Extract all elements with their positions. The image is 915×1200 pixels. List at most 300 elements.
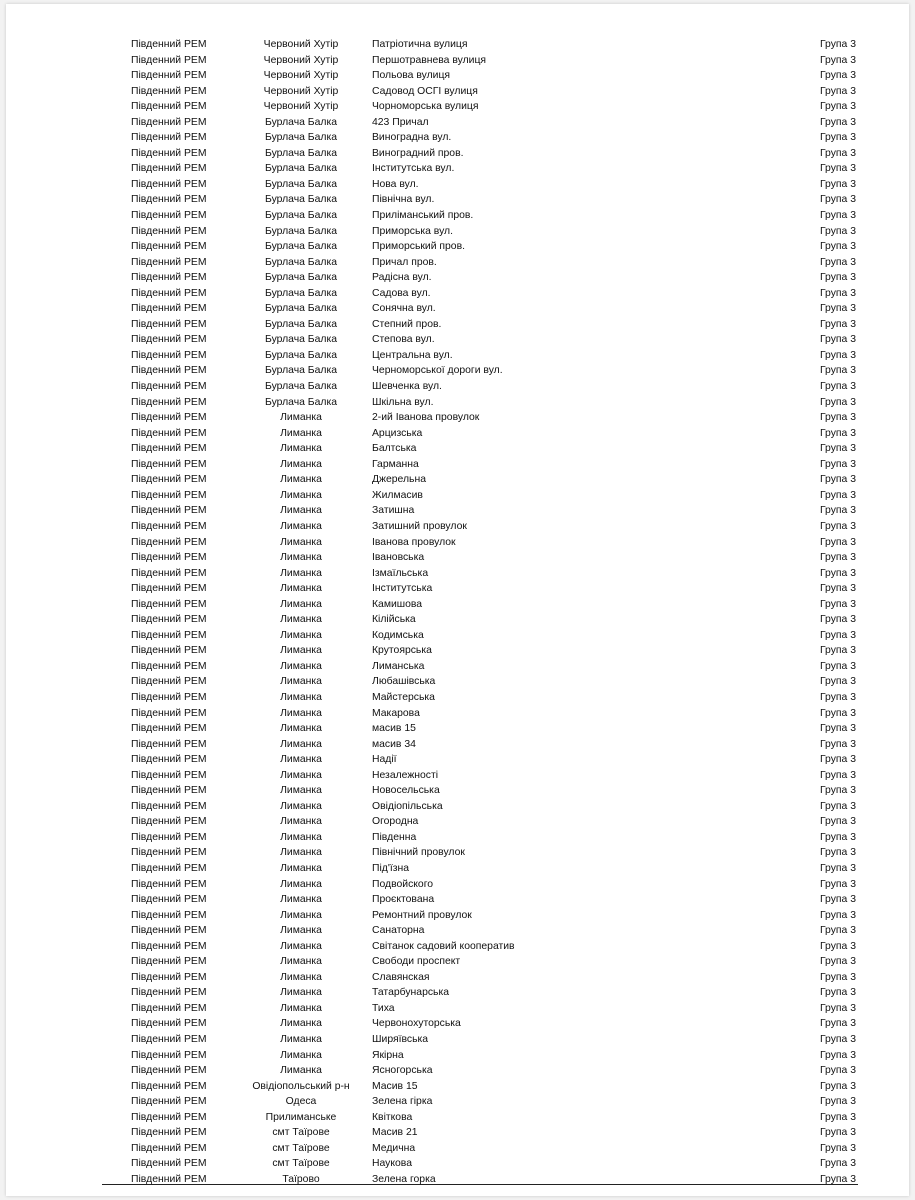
table-row (6, 224, 909, 240)
group-cell: Група 3 (820, 1002, 856, 1014)
street-cell: Балтська (372, 443, 417, 455)
rem-cell: Південний РЕМ (131, 427, 207, 439)
locality-cell: Бурлача Балка (265, 241, 337, 253)
rem-cell: Південний РЕМ (131, 412, 207, 424)
locality-cell: Лиманка (280, 800, 322, 812)
street-cell: Інститутська (372, 583, 433, 595)
group-cell: Група 3 (820, 583, 856, 595)
table-row (6, 674, 909, 690)
street-cell: Зелена гірка (372, 1096, 433, 1108)
table-row (6, 379, 909, 395)
table-row (6, 721, 909, 737)
street-cell: Шевченка вул. (372, 381, 442, 393)
group-cell: Група 3 (820, 660, 856, 672)
table-row (6, 877, 909, 893)
table-row (6, 612, 909, 628)
group-cell: Група 3 (820, 1111, 856, 1123)
locality-cell: Лиманка (280, 660, 322, 672)
group-cell: Група 3 (820, 54, 856, 66)
table-row (6, 115, 909, 131)
rem-cell: Південний РЕМ (131, 614, 207, 626)
group-cell: Група 3 (820, 318, 856, 330)
group-cell: Група 3 (820, 1127, 856, 1139)
group-cell: Група 3 (820, 987, 856, 999)
table-bottom-rule (102, 1184, 858, 1185)
locality-cell: Лиманка (280, 598, 322, 610)
group-cell: Група 3 (820, 598, 856, 610)
group-cell: Група 3 (820, 1018, 856, 1030)
rem-cell: Південний РЕМ (131, 785, 207, 797)
locality-cell: Лиманка (280, 847, 322, 859)
group-cell: Група 3 (820, 272, 856, 284)
rem-cell: Південний РЕМ (131, 629, 207, 641)
group-cell: Група 3 (820, 1096, 856, 1108)
rem-cell: Південний РЕМ (131, 1096, 207, 1108)
group-cell: Група 3 (820, 940, 856, 952)
table-row (6, 1016, 909, 1032)
table-row (6, 892, 909, 908)
locality-cell: Лиманка (280, 567, 322, 579)
street-cell: Огородна (372, 816, 419, 828)
table-row (6, 799, 909, 815)
table-row (6, 177, 909, 193)
street-cell: Південна (372, 831, 417, 843)
table-row (6, 130, 909, 146)
street-cell: Санаторна (372, 925, 425, 937)
rem-cell: Південний РЕМ (131, 1018, 207, 1030)
rem-cell: Південний РЕМ (131, 101, 207, 113)
group-cell: Група 3 (820, 225, 856, 237)
rem-cell: Південний РЕМ (131, 54, 207, 66)
group-cell: Група 3 (820, 1173, 856, 1185)
street-cell: Приморський пров. (372, 241, 465, 253)
table-row (6, 410, 909, 426)
table-row (6, 395, 909, 411)
group-cell: Група 3 (820, 241, 856, 253)
group-cell: Група 3 (820, 70, 856, 82)
group-cell: Група 3 (820, 163, 856, 175)
locality-cell: Таїрово (282, 1173, 320, 1185)
locality-cell: Бурлача Балка (265, 225, 337, 237)
street-cell: Нова вул. (372, 178, 419, 190)
street-cell: Якірна (372, 1049, 404, 1061)
rem-cell: Південний РЕМ (131, 443, 207, 455)
rem-cell: Південний РЕМ (131, 769, 207, 781)
street-cell: Івановська (372, 552, 425, 564)
rem-cell: Південний РЕМ (131, 738, 207, 750)
street-cell: Садовод ОСГІ вулиця (372, 85, 478, 97)
group-cell: Група 3 (820, 552, 856, 564)
street-cell: Шкільна вул. (372, 396, 434, 408)
rem-cell: Південний РЕМ (131, 520, 207, 532)
locality-cell: Лиманка (280, 956, 322, 968)
locality-cell: Бурлача Балка (265, 349, 337, 361)
table-row (6, 426, 909, 442)
table-row (6, 1094, 909, 1110)
street-cell: Ремонтний провулок (372, 909, 472, 921)
rem-cell: Південний РЕМ (131, 458, 207, 470)
group-cell: Група 3 (820, 629, 856, 641)
group-cell: Група 3 (820, 520, 856, 532)
rem-cell: Південний РЕМ (131, 225, 207, 237)
rem-cell: Південний РЕМ (131, 583, 207, 595)
table-row (6, 317, 909, 333)
table-row (6, 737, 909, 753)
street-cell: Причал пров. (372, 256, 437, 268)
street-cell: Степний пров. (372, 318, 442, 330)
group-cell: Група 3 (820, 769, 856, 781)
street-cell: Кодимська (372, 629, 424, 641)
table-row (6, 472, 909, 488)
table-row (6, 706, 909, 722)
locality-cell: Лиманка (280, 831, 322, 843)
table-row (6, 457, 909, 473)
rem-cell: Південний РЕМ (131, 256, 207, 268)
group-cell: Група 3 (820, 894, 856, 906)
table-row (6, 783, 909, 799)
locality-cell: смт Таїрове (272, 1158, 330, 1170)
street-cell: Лиманська (372, 660, 425, 672)
rem-cell: Південний РЕМ (131, 1158, 207, 1170)
street-cell: Північний провулок (372, 847, 465, 859)
group-cell: Група 3 (820, 691, 856, 703)
street-cell: Ясногорська (372, 1065, 433, 1077)
locality-cell: Бурлача Балка (265, 318, 337, 330)
rem-cell: Південний РЕМ (131, 194, 207, 206)
group-cell: Група 3 (820, 443, 856, 455)
group-cell: Група 3 (820, 723, 856, 735)
street-cell: 423 Причал (372, 116, 429, 128)
table-row (6, 37, 909, 53)
street-cell: 2-ий Іванова провулок (372, 412, 480, 424)
street-cell: Надії (372, 754, 397, 766)
table-row (6, 53, 909, 69)
group-cell: Група 3 (820, 147, 856, 159)
rem-cell: Південний РЕМ (131, 971, 207, 983)
group-cell: Група 3 (820, 178, 856, 190)
street-cell: Ширяївська (372, 1034, 429, 1045)
group-cell: Група 3 (820, 909, 856, 921)
table-row (6, 255, 909, 271)
locality-cell: Бурлача Балка (265, 194, 337, 206)
locality-cell: Лиманка (280, 520, 322, 532)
rem-cell: Південний РЕМ (131, 878, 207, 890)
schedule-table (6, 37, 909, 1187)
street-cell: Черноморської дороги вул. (372, 365, 503, 377)
locality-cell: Лиманка (280, 427, 322, 439)
table-row (6, 597, 909, 613)
locality-cell: Лиманка (280, 645, 322, 657)
locality-cell: смт Таїрове (272, 1142, 330, 1154)
table-row (6, 939, 909, 955)
group-cell: Група 3 (820, 785, 856, 797)
street-cell: Затишний провулок (372, 520, 467, 532)
locality-cell: Лиманка (280, 505, 322, 517)
group-cell: Група 3 (820, 381, 856, 393)
group-cell: Група 3 (820, 116, 856, 128)
table-row (6, 1141, 909, 1157)
group-cell: Група 3 (820, 847, 856, 859)
street-cell: Садова вул. (372, 287, 431, 299)
rem-cell: Південний РЕМ (131, 39, 207, 50)
document-page (6, 4, 909, 1196)
group-cell: Група 3 (820, 567, 856, 579)
street-cell: Подвойского (372, 878, 434, 890)
locality-cell: Лиманка (280, 412, 322, 424)
table-row (6, 1110, 909, 1126)
group-cell: Група 3 (820, 194, 856, 206)
locality-cell: Бурлача Балка (265, 287, 337, 299)
street-cell: Степова вул. (372, 334, 435, 346)
group-cell: Група 3 (820, 505, 856, 517)
street-cell: Джерельна (372, 474, 426, 486)
locality-cell: Лиманка (280, 707, 322, 719)
table-row (6, 566, 909, 582)
rem-cell: Південний РЕМ (131, 334, 207, 346)
locality-cell: Лиманка (280, 443, 322, 455)
table-row (6, 208, 909, 224)
street-cell: Виноградний пров. (372, 147, 464, 159)
group-cell: Група 3 (820, 1049, 856, 1061)
rem-cell: Південний РЕМ (131, 1002, 207, 1014)
rem-cell: Південний РЕМ (131, 894, 207, 906)
locality-cell: Лиманка (280, 971, 322, 983)
table-row (6, 690, 909, 706)
locality-cell: Бурлача Балка (265, 116, 337, 128)
table-row (6, 68, 909, 84)
locality-cell: Лиманка (280, 1034, 322, 1045)
rem-cell: Південний РЕМ (131, 800, 207, 812)
locality-cell: Бурлача Балка (265, 334, 337, 346)
locality-cell: Лиманка (280, 1002, 322, 1014)
rem-cell: Південний РЕМ (131, 1142, 207, 1154)
group-cell: Група 3 (820, 85, 856, 97)
group-cell: Група 3 (820, 256, 856, 268)
locality-cell: Лиманка (280, 878, 322, 890)
locality-cell: Лиманка (280, 1018, 322, 1030)
street-cell: масив 15 (372, 723, 416, 735)
table-row (6, 363, 909, 379)
table-row (6, 1125, 909, 1141)
rem-cell: Південний РЕМ (131, 660, 207, 672)
table-row (6, 845, 909, 861)
rem-cell: Південний РЕМ (131, 754, 207, 766)
table-row (6, 814, 909, 830)
rem-cell: Південний РЕМ (131, 1049, 207, 1061)
group-cell: Група 3 (820, 754, 856, 766)
street-cell: Приморська вул. (372, 225, 454, 237)
table-row (6, 535, 909, 551)
table-row (6, 488, 909, 504)
street-cell: Приліманський пров. (372, 210, 474, 222)
group-cell: Група 3 (820, 412, 856, 424)
locality-cell: Бурлача Балка (265, 256, 337, 268)
locality-cell: Бурлача Балка (265, 132, 337, 144)
rem-cell: Південний РЕМ (131, 816, 207, 828)
group-cell: Група 3 (820, 396, 856, 408)
rem-cell: Південний РЕМ (131, 116, 207, 128)
rem-cell: Південний РЕМ (131, 862, 207, 874)
table-row (6, 628, 909, 644)
group-cell: Група 3 (820, 645, 856, 657)
rem-cell: Південний РЕМ (131, 536, 207, 548)
table-row (6, 830, 909, 846)
table-row (6, 519, 909, 535)
street-cell: Гарманна (372, 458, 419, 470)
rem-cell: Південний РЕМ (131, 85, 207, 97)
locality-cell: Лиманка (280, 536, 322, 548)
table-row (6, 301, 909, 317)
table-row (6, 441, 909, 457)
rem-cell: Південний РЕМ (131, 396, 207, 408)
group-cell: Група 3 (820, 334, 856, 346)
locality-cell: Лиманка (280, 754, 322, 766)
rem-cell: Південний РЕМ (131, 645, 207, 657)
locality-cell: Червоний Хутір (263, 85, 339, 97)
table-row (6, 752, 909, 768)
rem-cell: Південний РЕМ (131, 552, 207, 564)
street-cell: Любашівська (372, 676, 436, 688)
group-cell: Група 3 (820, 925, 856, 937)
table-row (6, 146, 909, 162)
rem-cell: Південний РЕМ (131, 132, 207, 144)
rem-cell: Південний РЕМ (131, 349, 207, 361)
rem-cell: Південний РЕМ (131, 489, 207, 501)
street-cell: Червонохуторська (372, 1018, 461, 1030)
street-cell: Зелена горка (372, 1173, 436, 1185)
locality-cell: Лиманка (280, 474, 322, 486)
table-row (6, 239, 909, 255)
locality-cell: Лиманка (280, 987, 322, 999)
rem-cell: Південний РЕМ (131, 676, 207, 688)
table-row (6, 1063, 909, 1079)
group-cell: Група 3 (820, 458, 856, 470)
rem-cell: Південний РЕМ (131, 847, 207, 859)
locality-cell: Червоний Хутір (263, 39, 339, 50)
group-cell: Група 3 (820, 614, 856, 626)
rem-cell: Південний РЕМ (131, 70, 207, 82)
group-cell: Група 3 (820, 816, 856, 828)
rem-cell: Південний РЕМ (131, 707, 207, 719)
group-cell: Група 3 (820, 878, 856, 890)
street-cell: масив 34 (372, 738, 416, 750)
rem-cell: Південний РЕМ (131, 940, 207, 952)
street-cell: Майстерська (372, 691, 435, 703)
group-cell: Група 3 (820, 1034, 856, 1045)
group-cell: Група 3 (820, 676, 856, 688)
locality-cell: Бурлача Балка (265, 381, 337, 393)
rem-cell: Південний РЕМ (131, 1127, 207, 1139)
group-cell: Група 3 (820, 474, 856, 486)
street-cell: Свободи проспект (372, 956, 461, 968)
table-row (6, 643, 909, 659)
street-cell: Затишна (372, 505, 415, 517)
rem-cell: Південний РЕМ (131, 210, 207, 222)
locality-cell: Бурлача Балка (265, 178, 337, 190)
table-row (6, 861, 909, 877)
rem-cell: Південний РЕМ (131, 1034, 207, 1045)
street-cell: Татарбунарська (372, 987, 450, 999)
street-cell: Крутоярська (372, 645, 432, 657)
table-row (6, 954, 909, 970)
street-cell: Тиха (372, 1002, 395, 1014)
group-cell: Група 3 (820, 132, 856, 144)
table-row (6, 1172, 909, 1188)
group-cell: Група 3 (820, 831, 856, 843)
table-row (6, 659, 909, 675)
locality-cell: Лиманка (280, 816, 322, 828)
street-cell: Проєктована (372, 894, 435, 906)
locality-cell: Лиманка (280, 489, 322, 501)
locality-cell: Червоний Хутір (263, 54, 339, 66)
group-cell: Група 3 (820, 39, 856, 50)
rem-cell: Південний РЕМ (131, 178, 207, 190)
table-row (6, 84, 909, 100)
table-row (6, 348, 909, 364)
group-cell: Група 3 (820, 427, 856, 439)
group-cell: Група 3 (820, 956, 856, 968)
street-cell: Незалежності (372, 769, 439, 781)
street-cell: Інститутська вул. (372, 163, 455, 175)
rem-cell: Південний РЕМ (131, 241, 207, 253)
rem-cell: Південний РЕМ (131, 272, 207, 284)
locality-cell: Бурлача Балка (265, 303, 337, 315)
locality-cell: Лиманка (280, 738, 322, 750)
street-cell: Масив 21 (372, 1127, 418, 1139)
rem-cell: Південний РЕМ (131, 567, 207, 579)
locality-cell: Прилиманське (265, 1111, 337, 1123)
table-row (6, 332, 909, 348)
table-row (6, 99, 909, 115)
street-cell: Патріотична вулиця (372, 39, 468, 50)
table-row (6, 550, 909, 566)
street-cell: Новосельська (372, 785, 440, 797)
locality-cell: Бурлача Балка (265, 365, 337, 377)
street-cell: Квіткова (372, 1111, 413, 1123)
rem-cell: Південний РЕМ (131, 318, 207, 330)
locality-cell: Бурлача Балка (265, 210, 337, 222)
table-row (6, 192, 909, 208)
rem-cell: Південний РЕМ (131, 831, 207, 843)
table-row (6, 970, 909, 986)
locality-cell: Лиманка (280, 940, 322, 952)
rem-cell: Південний РЕМ (131, 287, 207, 299)
street-cell: Масив 15 (372, 1080, 418, 1092)
table-row (6, 768, 909, 784)
locality-cell: Лиманка (280, 925, 322, 937)
table-row (6, 161, 909, 177)
street-cell: Під'їзна (372, 862, 409, 874)
table-row (6, 1156, 909, 1172)
table-row (6, 286, 909, 302)
street-cell: Радісна вул. (372, 272, 432, 284)
street-cell: Світанок садовий кооператив (372, 940, 515, 952)
group-cell: Група 3 (820, 349, 856, 361)
rem-cell: Південний РЕМ (131, 505, 207, 517)
group-cell: Група 3 (820, 862, 856, 874)
rem-cell: Південний РЕМ (131, 909, 207, 921)
table-row (6, 503, 909, 519)
rem-cell: Південний РЕМ (131, 1111, 207, 1123)
locality-cell: Бурлача Балка (265, 163, 337, 175)
street-cell: Виноградна вул. (372, 132, 452, 144)
street-cell: Овідіопільська (372, 800, 443, 812)
locality-cell: Лиманка (280, 769, 322, 781)
street-cell: Сонячна вул. (372, 303, 436, 315)
locality-cell: Овідіопольський р-н (252, 1080, 350, 1092)
group-cell: Група 3 (820, 489, 856, 501)
locality-cell: Бурлача Балка (265, 272, 337, 284)
